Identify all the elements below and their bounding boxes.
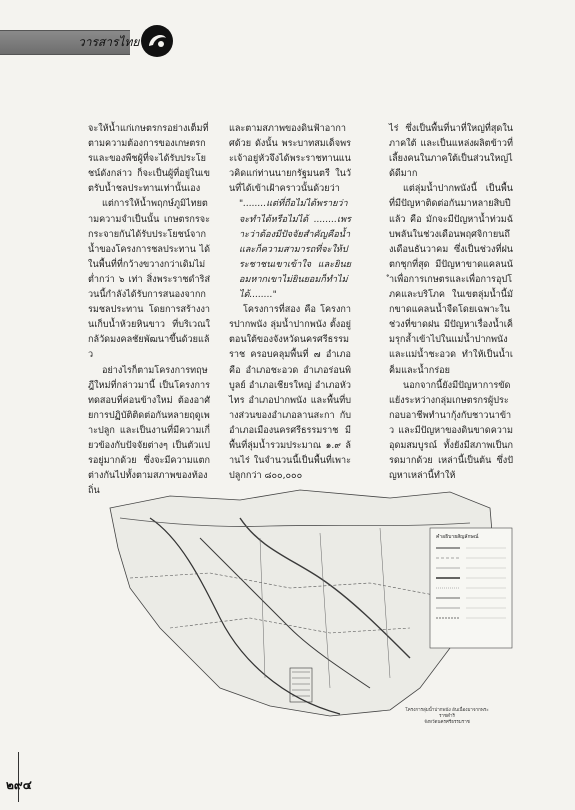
- page-number: ๒๙๔: [6, 778, 32, 792]
- paragraph: แต่ลุ่มน้ำปากพนังนี้ เป็นพื้นที่มีปัญหาติดต่อกันมาหลายสิบปีแล้ว คือ มักจะมีปัญหาน้ำท่วมฉับพลันในช่วงเดือนพฤศจิกายนถึงเดือนธันวาคม ซึ่งเป็นช่วงที่ฝนตกชุกที่สุด มีปัญหาขาดแคลนน้ำเพื่อการเกษตรและเพื่อการอุปโภคและบริโภค ในเขตลุ่มน้ำนี้มักขาดแคลนน้ำจืดโดยเฉพาะในช่วงที่ขาดฝน มีปัญหาเรื่องน้ำเค็มรุกล้ำเข้าไปในแม่น้ำปากพนัง และแม่น้ำชะอวด ทำให้เป็นน้ำเค็มและน้ำกร่อย: [389, 184, 513, 376]
- journal-name: วารสารไทย: [78, 35, 140, 49]
- map-caption-line-1: โครงการลุ่มน้ำปากพนัง อันเนื่องมาจากพระราชดำริ: [405, 708, 489, 719]
- paragraph: โครงการที่สอง คือ โครงการปากพนัง ลุ่มน้ำปากพนัง ตั้งอยู่ตอนใต้ของจังหวัดนครศรีธรรมราช ครอบคลุมพื้นที่ ๗ อำเภอ คือ อำเภอชะอวด อำเภอร่อนพิบูลย์ อำเภอเชียรใหญ่ อำเภอหัวไทร อำเภอปากพนัง และพื้นที่บางส่วนของอำเภอลานสะกา กับอำเภอเมืองนครศรีธรรมราช มีพื้นที่ลุ่มน้ำรวมประมาณ ๑.๙ ล้านไร่ ในจำนวนนี้เป็นพื้นที่เพาะปลูกกว่า ๘๐๐,๐๐๐: [229, 305, 351, 482]
- paragraph: แต่การให้น้ำพฤกษ์ภูมิไทยตามความจำเป็นนั้น เกษตรกรจะกระจายกันได้รับประโยชน์จากน้ำของโครงการชลประทาน ได้ในพื้นที่ที่กว้างขวางกว่าเดิมไม่ต่ำกว่า ๖ เท่า สิ่งพระราชดำริส่วนนี้กำลังได้รับการสนองจากกรมชลประทาน โดยการสร้างงานเก็บน้ำห้วยหินขาว ที่บริเวณใกล้วัดมงคลชัยพัฒนาขึ้นด้วยแล้ว: [88, 199, 210, 361]
- paragraph: และตามสภาพของดินฟ้าอากาศด้วย ดังนั้น พระบาทสมเด็จพระเจ้าอยู่หัวจึงได้พระราชทานแนวคิดแก่ท่านนายกรัฐมนตรี ในวันที่ได้เข้าเฝ้าคราวนั้นด้วยว่า: [229, 124, 351, 195]
- article-column-1: [88, 122, 210, 497]
- article-column-3: [389, 122, 513, 482]
- journal-logo-icon: [140, 24, 174, 58]
- paragraph: จะให้น้ำแก่เกษตรกรอย่างเต็มที่ตามความต้องการของเกษตรกรและของพืชผู้ที่จะได้รับประโยชน์ดังกล่าว ก็จะเป็นผู้ที่อยู่ในเขตรับน้ำชลประทานเท่านั้นเอง: [88, 124, 210, 195]
- map-caption-line-2: จังหวัดนครศรีธรรมราช: [424, 720, 470, 725]
- paragraph: นอกจากนี้ยังมีปัญหาการขัดแย้งระหว่างกลุ่มเกษตรกรผู้ประกอบอาชีพทำนากุ้งกับชาวนาข้าว และมีปัญหาของดินขาดความอุดมสมบูรณ์ ทั้งยังมีสภาพเป็นกรดมากด้วย เหล่านี้เป็นต้น ซึ่งปัญหาเหล่านี้ทำให้: [389, 380, 513, 482]
- map-legend-title: คำอธิบายสัญลักษณ์: [436, 534, 479, 540]
- article-column-2: [229, 122, 351, 482]
- paragraph: อย่างไรก็ตามโครงการทฤษฎีใหม่ที่กล่าวมานี้ เป็นโครงการทดสอบที่ค่อนข้างใหม่ ต้องอาศัยการปฏิบัติติดต่อกันหลายฤดูเพาะปลูก และเป็นงานที่มีความเกี่ยวข้องกับปัจจัยต่างๆ เป็นตัวแปรอยู่มากด้วย ซึ่งจะมีความแตกต่างกันไปทั้งตามสภาพของท้องถิ่น: [88, 365, 210, 497]
- paragraph: ไร่ ซึ่งเป็นพื้นที่นาที่ใหญ่ที่สุดในภาคใต้ และเป็นแหล่งผลิตข้าวที่เลี้ยงคนในภาคใต้เป็นส่วนใหญ่ได้ดีมาก: [389, 124, 513, 180]
- map-caption: [402, 708, 492, 726]
- paragraph: "........แต่ที่ถือไม่ได้พรายว่าจะทำได้หรือไม่ได้ ........เพราะว่าต้องมีปัจจัยสำคัญคือน้ำ และก็ความสามารถที่จะให้ประชาชนเขาเข้าใจ และยินยอมหากเขาไม่ยินยอมก็ทำไม่ได้........": [239, 199, 351, 301]
